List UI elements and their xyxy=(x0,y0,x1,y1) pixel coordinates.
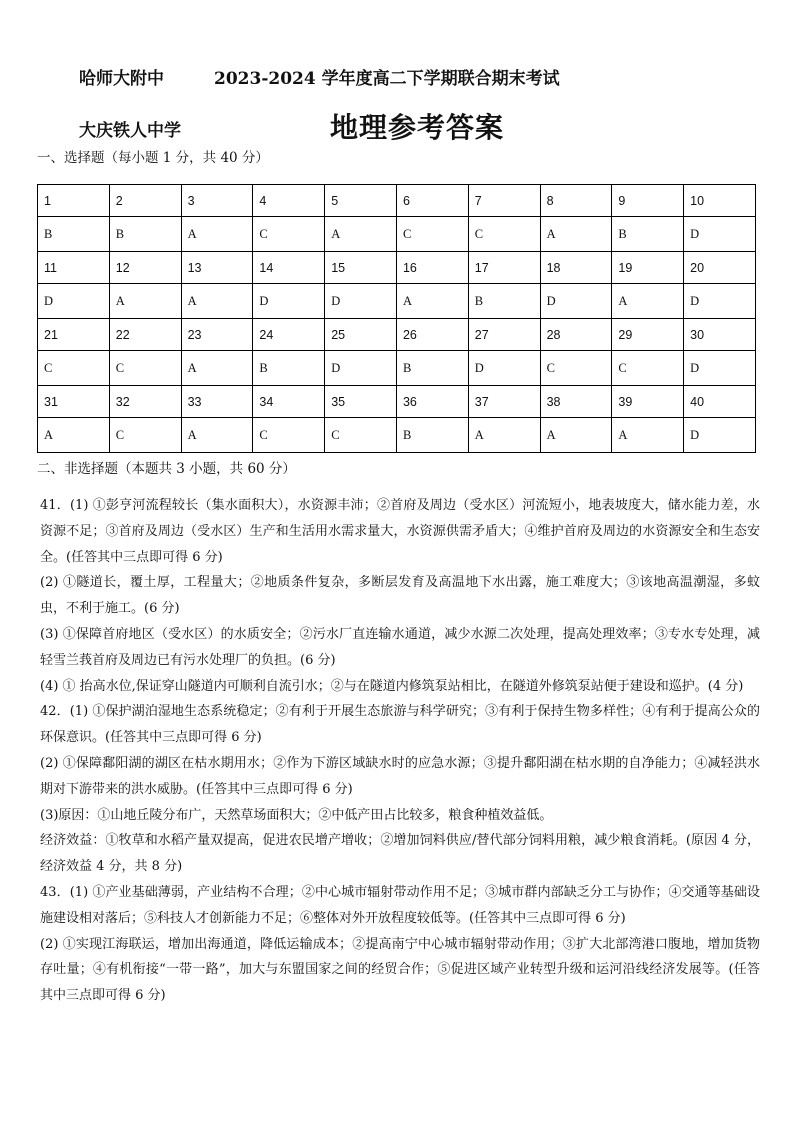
question-number-cell: 19 xyxy=(612,252,684,284)
question-number-cell: 10 xyxy=(684,185,756,217)
question-number-cell: 29 xyxy=(612,319,684,351)
question-number-cell: 1 xyxy=(38,185,110,217)
question-number-cell: 27 xyxy=(468,319,540,351)
answer-row xyxy=(38,418,756,453)
answer-paragraph: 43．(1) ①产业基础薄弱，产业结构不合理；②中心城市辐射带动作用不足；③城市群内部缺乏分工与协作；④交通等基础设施建设相对落后；⑤科技人才创新能力不足；⑥整体对外开放程度较低等。(任答其中三点即可得 6 分) xyxy=(40,884,760,926)
answer-paragraph: 41．(1) ①彭亨河流程较长（集水面积大），水资源丰沛；②首府及周边（受水区）河流短小，地表坡度大，储水能力差，水资源不足；③首府及周边（受水区）生产和生活用水需求量大，水资源供需矛盾大；④维护首府及周边的水资源安全和生态安全。(任答其中三点即可得 6 分) xyxy=(40,498,760,565)
question-number-cell: 26 xyxy=(396,319,468,351)
question-number-cell: 33 xyxy=(181,386,253,418)
question-number-cell: 7 xyxy=(468,185,540,217)
answer-cell: B xyxy=(38,217,110,252)
answer-cell: A xyxy=(38,418,110,453)
answer-cell: C xyxy=(253,217,325,252)
question-number-row xyxy=(38,386,756,418)
answer-text-body xyxy=(40,493,760,1009)
question-number-cell: 17 xyxy=(468,252,540,284)
question-number-cell: 21 xyxy=(38,319,110,351)
answer-cell: D xyxy=(253,284,325,319)
question-number-cell: 6 xyxy=(396,185,468,217)
question-number-cell: 12 xyxy=(109,252,181,284)
school-name-2: 大庆铁人中学 xyxy=(79,121,181,141)
question-number-cell: 28 xyxy=(540,319,612,351)
exam-title: 2023-2024 学年度高二下学期联合期末考试 xyxy=(214,69,560,89)
answer-cell: B xyxy=(612,217,684,252)
question-number-cell: 20 xyxy=(684,252,756,284)
answer-cell: A xyxy=(109,284,181,319)
answer-cell: A xyxy=(181,284,253,319)
question-number-cell: 9 xyxy=(612,185,684,217)
question-number-cell: 35 xyxy=(325,386,397,418)
question-number-cell: 25 xyxy=(325,319,397,351)
answer-row xyxy=(38,351,756,386)
answer-cell: C xyxy=(109,418,181,453)
question-number-cell: 31 xyxy=(38,386,110,418)
answer-cell: B xyxy=(109,217,181,252)
question-number-cell: 39 xyxy=(612,386,684,418)
question-number-cell: 36 xyxy=(396,386,468,418)
question-number-cell: 4 xyxy=(253,185,325,217)
answer-paragraph: (2) ①保障鄱阳湖的湖区在枯水期用水；②作为下游区域缺水时的应急水源；③提升鄱阳湖在枯水期的自净能力；④减轻洪水期对下游带来的洪水威胁。(任答其中三点即可得 6 分) xyxy=(40,755,760,797)
question-number-cell: 16 xyxy=(396,252,468,284)
answer-cell: D xyxy=(468,351,540,386)
answer-paragraph: (4) ① 抬高水位,保证穿山隧道内可顺利自流引水；②与在隧道内修筑泵站相比，在隧道外修筑泵站便于建设和巡护。(4 分) xyxy=(40,678,744,694)
question-number-cell: 18 xyxy=(540,252,612,284)
question-number-cell: 23 xyxy=(181,319,253,351)
answer-table xyxy=(37,184,756,453)
answer-row xyxy=(38,284,756,319)
answer-cell: D xyxy=(684,418,756,453)
answer-paragraph: 经济效益：①牧草和水稻产量双提高，促进农民增产增收；②增加饲料供应/替代部分饲料用粮，减少粮食消耗。(原因 4 分，经济效益 4 分，共 8 分) xyxy=(40,833,760,875)
answer-paragraph: (3)原因：①山地丘陵分布广，天然草场面积大；②中低产田占比较多，粮食种植效益低。 xyxy=(40,807,553,823)
question-number-cell: 32 xyxy=(109,386,181,418)
question-number-cell: 38 xyxy=(540,386,612,418)
answer-cell: C xyxy=(325,418,397,453)
question-number-row xyxy=(38,252,756,284)
answer-paragraph: (3) ①保障首府地区（受水区）的水质安全；②污水厂直连输水通道，减少水源二次处理，提高处理效率；③专水专处理，减轻雪兰莪首府及周边已有污水处理厂的负担。(6 分) xyxy=(40,626,760,668)
answer-cell: C xyxy=(38,351,110,386)
answer-paragraph: (2) ①实现江海联运，增加出海通道，降低运输成本；②提高南宁中心城市辐射带动作用；③扩大北部湾港口腹地，增加货物存吐量；④有机衔接“一带一路”，加大与东盟国家之间的经贸合作；⑤促进区域产业转型升级和运河沿线经济发展等。(任答其中三点即可得 6 分) xyxy=(40,936,760,1004)
answer-cell: A xyxy=(540,217,612,252)
answer-cell: A xyxy=(396,284,468,319)
question-number-row xyxy=(38,319,756,351)
answer-cell: D xyxy=(325,284,397,319)
answer-cell: A xyxy=(181,418,253,453)
school-name-1: 哈师大附中 xyxy=(79,69,164,89)
answer-cell: C xyxy=(612,351,684,386)
question-number-cell: 11 xyxy=(38,252,110,284)
answer-cell: C xyxy=(468,217,540,252)
answer-cell: A xyxy=(181,217,253,252)
answer-cell: D xyxy=(684,284,756,319)
answer-cell: D xyxy=(38,284,110,319)
question-number-cell: 3 xyxy=(181,185,253,217)
answer-cell: A xyxy=(612,418,684,453)
answer-cell: C xyxy=(540,351,612,386)
question-number-cell: 14 xyxy=(253,252,325,284)
answer-cell: B xyxy=(396,351,468,386)
question-number-cell: 15 xyxy=(325,252,397,284)
answer-cell: B xyxy=(253,351,325,386)
answer-cell: B xyxy=(468,284,540,319)
question-number-row xyxy=(38,185,756,217)
answer-cell: C xyxy=(109,351,181,386)
answer-cell: C xyxy=(396,217,468,252)
question-number-cell: 8 xyxy=(540,185,612,217)
question-number-cell: 2 xyxy=(109,185,181,217)
section-2-heading: 二、非选择题（本题共 3 小题，共 60 分） xyxy=(37,461,296,477)
answer-paragraph: 42．(1) ①保护湖泊湿地生态系统稳定；②有利于开展生态旅游与科学研究；③有利于保持生物多样性；④有利于提高公众的环保意识。(任答其中三点即可得 6 分) xyxy=(40,704,760,746)
answer-key-title: 地理参考答案 xyxy=(330,111,505,144)
question-number-cell: 22 xyxy=(109,319,181,351)
answer-cell: C xyxy=(253,418,325,453)
answer-cell: D xyxy=(684,351,756,386)
answer-cell: A xyxy=(612,284,684,319)
question-number-cell: 40 xyxy=(684,386,756,418)
section-1-heading: 一、选择题（每小题 1 分，共 40 分） xyxy=(37,150,269,166)
answer-cell: D xyxy=(684,217,756,252)
question-number-cell: 24 xyxy=(253,319,325,351)
question-number-cell: 34 xyxy=(253,386,325,418)
question-number-cell: 30 xyxy=(684,319,756,351)
answer-cell: A xyxy=(468,418,540,453)
answer-cell: D xyxy=(325,351,397,386)
answer-row xyxy=(38,217,756,252)
question-number-cell: 37 xyxy=(468,386,540,418)
answer-cell: A xyxy=(325,217,397,252)
question-number-cell: 13 xyxy=(181,252,253,284)
answer-paragraph: (2) ①隧道长，覆土厚，工程量大；②地质条件复杂，多断层发育及高温地下水出露，施工难度大；③该地高温潮湿，多蚊虫，不利于施工。(6 分) xyxy=(40,575,760,617)
answer-cell: A xyxy=(181,351,253,386)
answer-cell: B xyxy=(396,418,468,453)
answer-cell: D xyxy=(540,284,612,319)
answer-cell: A xyxy=(540,418,612,453)
question-number-cell: 5 xyxy=(325,185,397,217)
